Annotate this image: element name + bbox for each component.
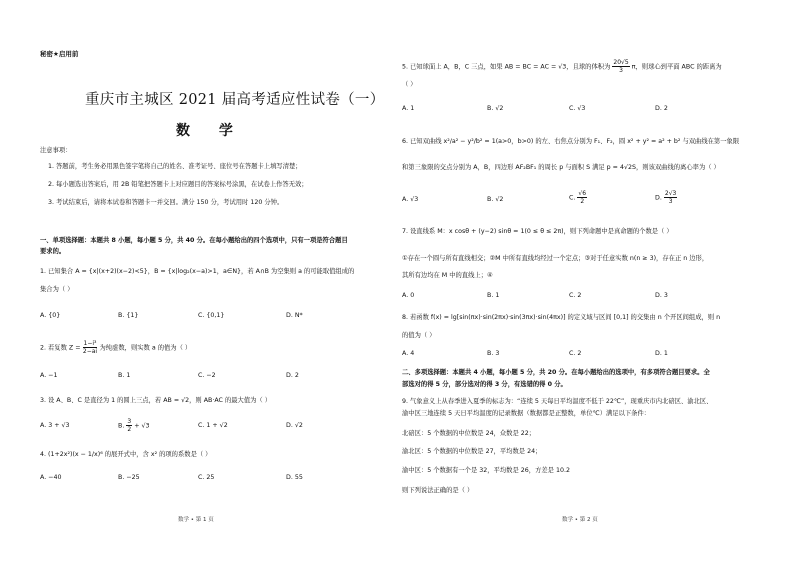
question-8-option-d: D. 1 bbox=[655, 350, 668, 357]
fraction-denominator: 2 bbox=[580, 198, 585, 205]
question-5-suffix: π，则球心到平面 ABC 的距离为 bbox=[631, 63, 722, 71]
fraction-numerator: √6 bbox=[578, 190, 587, 197]
option-fraction bbox=[577, 190, 587, 205]
question-2-fraction bbox=[83, 340, 98, 355]
question-1-option-b: B. {1} bbox=[118, 312, 139, 319]
section-1-heading-cont: 要求的。 bbox=[40, 248, 66, 255]
section-2-heading-cont: 部选对的得 5 分，部分选对的得 3 分，有选错的得 0 分。 bbox=[402, 381, 567, 388]
question-1-option-a: A. {0} bbox=[40, 312, 61, 319]
notice-1: 1. 答题前，考生务必用黑色签字笔将自己的姓名、准考证号、座位号在答题卡上填写清楚； bbox=[48, 163, 302, 170]
fraction-denominator: 2 bbox=[127, 426, 132, 433]
section-1-heading: 一、单项选择题：本题共 8 小题，每小题 5 分，共 40 分。在每小题给出的四个选项中，只有一项是符合题目 bbox=[40, 237, 348, 244]
question-1-option-c: C. {0,1} bbox=[198, 312, 225, 319]
question-5-option-c: C. √3 bbox=[569, 105, 586, 112]
question-8-stem: 8. 若函数 f(x) = lg[sin(πx)·sin(2πx)·sin(3πx)·sin(4πx)] 的定义域与区间 [0,1] 的交集由 n 个开区间组成，则 n bbox=[402, 314, 721, 321]
fraction-denominator: 3 bbox=[668, 198, 673, 205]
subject-title: 数 学 bbox=[176, 123, 245, 139]
question-4-option-b: B. −25 bbox=[118, 474, 140, 481]
question-7-option-d: D. 3 bbox=[655, 292, 668, 299]
question-3-option-c: C. 1 + √2 bbox=[198, 422, 228, 429]
notice-3: 3. 考试结束后，请将本试卷和答题卡一并交回。满分 150 分，考试用时 120 分钟。 bbox=[48, 199, 284, 206]
option-fraction bbox=[664, 190, 677, 205]
question-2-option-a: A. −1 bbox=[40, 372, 58, 379]
question-9-district-yubei: 渝北区：5 个数据的中位数是 27，平均数是 24； bbox=[402, 448, 542, 455]
question-8-option-a: A. 4 bbox=[402, 350, 415, 357]
question-6-option-c bbox=[569, 190, 587, 205]
option-label: C. bbox=[569, 194, 576, 202]
question-2-suffix: 为纯虚数，则实数 a 的值为（ ） bbox=[99, 344, 192, 352]
question-7-stem: 7. 设直线系 M：x cosθ + (y−2) sinθ = 1(0 ≤ θ ≤ 2π)，则下列命题中是真命题的个数是（ ） bbox=[402, 228, 673, 235]
question-2-option-b: B. 1 bbox=[118, 372, 131, 379]
question-9-district-yuzhong: 渝中区：5 个数据有一个是 32，平均数是 26，方差是 10.2 bbox=[402, 467, 570, 474]
question-4-option-c: C. 25 bbox=[198, 474, 215, 481]
secret-label: 秘密★启用前 bbox=[40, 50, 79, 58]
option-label: B. bbox=[118, 422, 125, 430]
section-2-heading: 二、多项选择题：本题共 4 小题，每小题 5 分，共 20 分。在每小题给出的选项中，有多项符合题目要求。全 bbox=[402, 369, 710, 376]
question-7-option-b: B. 1 bbox=[487, 292, 500, 299]
question-5-stem-cont: （ ） bbox=[402, 81, 417, 88]
question-9-stem-cont: 渝中区三地连续 5 天日平均温度的记录数据（数据都是正整数，单位℃）满足以下条件： bbox=[402, 410, 651, 417]
fraction-numerator: 20√5 bbox=[613, 59, 629, 66]
question-4-option-a: A. −40 bbox=[40, 474, 62, 481]
question-2-stem bbox=[40, 340, 191, 355]
question-8-stem-cont: 的值为（ ） bbox=[402, 332, 436, 339]
question-6-option-d bbox=[655, 190, 677, 205]
question-2-prefix: 2. 若复数 Z = bbox=[40, 344, 81, 352]
option-fraction bbox=[126, 418, 132, 433]
question-7-option-c: C. 2 bbox=[569, 292, 582, 299]
page-2 bbox=[397, 0, 794, 561]
question-9-district-beibei: 北碚区：5 个数据的中位数是 24，众数是 22； bbox=[402, 430, 536, 437]
question-5-option-d: D. 2 bbox=[655, 105, 668, 112]
fraction-numerator: 2√3 bbox=[664, 190, 677, 197]
question-8-option-b: B. 3 bbox=[487, 350, 500, 357]
question-4-stem: 4. (1+2x²)(x − 1/x)⁶ 的展开式中，含 x² 的项的系数是（ ） bbox=[40, 451, 212, 458]
question-5-option-b: B. √2 bbox=[487, 105, 504, 112]
question-6-stem-cont: 和第三象限的交点分别为 A，B，四边形 AF₂BF₁ 的周长 p 与面积 S 满足 p = 4√2S，则该双曲线的离心率为（ ） bbox=[402, 164, 720, 171]
fraction-denominator: 2−ai bbox=[82, 348, 98, 355]
question-7-statements: ①存在一个圆与所有直线相交；②M 中所有直线均经过一个定点；③对于任意实数 n(n ≥ 3)，存在正 n 边形， bbox=[402, 255, 709, 262]
notice-heading: 注意事项： bbox=[40, 147, 72, 154]
question-5-fraction bbox=[612, 59, 629, 74]
question-3-option-a: A. 3 + √3 bbox=[40, 422, 70, 429]
fraction-numerator: 3 bbox=[127, 418, 132, 425]
question-3-stem: 3. 设 A、B、C 是直径为 1 的圆上三点，若 AB = √2，则 AB·AC 的最大值为（ ） bbox=[40, 397, 272, 404]
option-label: D. bbox=[655, 194, 662, 202]
question-9-stem: 9. 气象意义上从春季进入夏季的标志为：“连续 5 天每日平均温度不低于 22℃”，现重庆市内北碚区、渝北区、 bbox=[402, 398, 713, 405]
question-6-option-b: B. √2 bbox=[487, 196, 504, 203]
question-5-option-a: A. 1 bbox=[402, 105, 415, 112]
question-1-stem: 1. 已知集合 A = {x|(x+2)(x−2)<5}，B = {x|log₂(x−a)>1，a∈N}，若 A∩B 为空集则 a 的可能取值组成的 bbox=[40, 268, 355, 275]
question-7-statements-cont: 其所有边均在 M 中的直线上；④ bbox=[402, 272, 493, 279]
question-6-stem: 6. 已知双曲线 x²/a² − y²/b² = 1(a>0，b>0) 的左、右焦点分别为 F₁、F₂，圆 x² + y² = a² + b² 与双曲线在第一象限 bbox=[402, 138, 740, 145]
option-suffix: + √3 bbox=[134, 422, 150, 430]
page-footer: 数学 • 第 2 页 bbox=[562, 517, 598, 523]
question-4-option-d: D. 55 bbox=[286, 474, 303, 481]
question-9-question: 则下列说法正确的是（ ） bbox=[402, 487, 474, 494]
question-5-prefix: 5. 已知球面上 A，B，C 三点，如果 AB = BC = AC = √3，且球的体积为 bbox=[402, 63, 611, 71]
question-1-option-d: D. N* bbox=[286, 312, 303, 319]
question-2-option-d: D. 2 bbox=[286, 372, 299, 379]
question-6-option-a: A. √3 bbox=[402, 196, 419, 203]
question-3-option-b bbox=[118, 418, 149, 433]
fraction-denominator: 3 bbox=[619, 67, 623, 74]
question-3-option-d: D. √2 bbox=[286, 422, 303, 429]
question-2-option-c: C. −2 bbox=[198, 372, 216, 379]
question-5-stem bbox=[402, 59, 722, 74]
question-7-option-a: A. 0 bbox=[402, 292, 415, 299]
question-8-option-c: C. 2 bbox=[569, 350, 582, 357]
fraction-numerator: 1−i³ bbox=[83, 340, 97, 347]
exam-title: 重庆市主城区 2021 届高考适应性试卷（一） bbox=[85, 92, 385, 108]
notice-2: 2. 每小题选出答案后，用 2B 铅笔把答题卡上对应题目的答案标号涂黑，在试卷上作答无效； bbox=[48, 181, 308, 188]
question-1-stem-cont: 集合为（ ） bbox=[40, 286, 74, 293]
page-footer: 数学 • 第 1 页 bbox=[178, 517, 214, 523]
